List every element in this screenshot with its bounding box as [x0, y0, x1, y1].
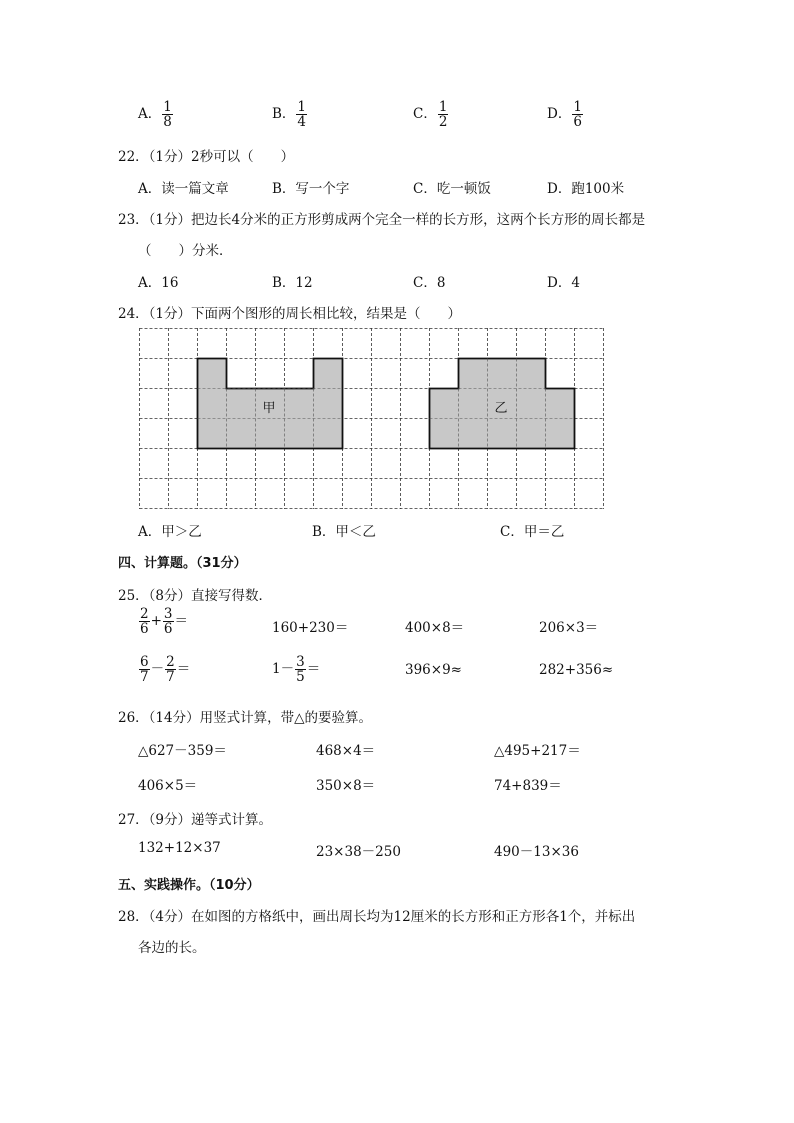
q25-item: 206×3＝	[539, 620, 599, 636]
q27-stem: 27．（9分）递等式计算。	[118, 812, 273, 828]
q22-option-b: B．写一个字	[272, 181, 350, 197]
q23-option-c: C．8	[413, 275, 446, 291]
q27-item: 132+12×37	[138, 840, 221, 856]
fraction: $\frac{1}{6}$	[573, 99, 582, 131]
q26-item: △627－359＝	[138, 743, 227, 759]
q24-option-b: B．甲＜乙	[312, 524, 376, 540]
q26-item: 74+839＝	[494, 778, 562, 794]
fraction: $\frac{1}{4}$	[297, 99, 307, 131]
q25-item-frac-diff: $\frac{6}{7}$ － $\frac{2}{7}$ ＝	[140, 654, 191, 686]
q26-stem: 26．（14分）用竖式计算，带△的要验算。	[118, 710, 372, 726]
q22-option-c: C．吃一顿饭	[413, 181, 491, 197]
q25-item: 400×8＝	[405, 620, 465, 636]
q27-item: 23×38－250	[316, 844, 401, 860]
q21-option-b: B． $\frac{1}{4}$	[272, 99, 307, 131]
q23-option-d: D．4	[547, 275, 580, 291]
q23-stem-line1: 23．（1分）把边长4分米的正方形剪成两个完全一样的长方形，这两个长方形的周长都是	[118, 212, 646, 228]
q26-item: 406×5＝	[138, 778, 198, 794]
q26-item: 350×8＝	[316, 778, 376, 794]
q21-option-a: A． $\frac{1}{8}$	[138, 99, 172, 131]
q21-option-d: D． $\frac{1}{6}$	[547, 99, 582, 131]
q28-stem-line1: 28．（4分）在如图的方格纸中，画出周长均为12厘米的长方形和正方形各1个，并标出	[118, 909, 636, 925]
q24-stem: 24．（1分）下面两个图形的周长相比较，结果是（ ）	[118, 306, 462, 322]
q22-option-d: D．跑100米	[547, 181, 625, 197]
q25-item: 160+230＝	[272, 620, 349, 636]
q23-stem-line2: （ ）分米．	[138, 243, 233, 259]
fraction: $\frac{1}{2}$	[438, 99, 448, 131]
q22-stem: 22．（1分）2秒可以（ ）	[118, 149, 295, 165]
q27-item: 490－13×36	[494, 844, 579, 860]
label-jia: 甲	[262, 401, 276, 416]
q26-item: 468×4＝	[316, 743, 376, 759]
q24-grid-figure	[139, 328, 606, 511]
q28-stem-line2: 各边的长。	[138, 940, 206, 956]
q25-item: 282+356≈	[539, 662, 614, 678]
q23-option-a: A．16	[138, 275, 179, 291]
label-yi: 乙	[494, 401, 508, 416]
q25-stem: 25．（8分）直接写得数．	[118, 588, 273, 604]
q23-option-b: B．12	[272, 275, 313, 291]
q22-option-a: A．读一篇文章	[138, 181, 229, 197]
fraction: $\frac{1}{8}$	[163, 99, 172, 131]
q24-option-c: C．甲＝乙	[500, 524, 565, 540]
section4-title: 四、计算题。（31分）	[118, 556, 247, 571]
q21-option-c: C． $\frac{1}{2}$	[413, 99, 448, 131]
q24-option-a: A．甲＞乙	[138, 524, 202, 540]
q25-item-mixed: 1－ $\frac{3}{5}$ ＝	[272, 654, 321, 686]
q25-item-frac-sum: $\frac{2}{6}$ + $\frac{3}{6}$ ＝	[140, 606, 188, 638]
q26-item: △495+217＝	[494, 743, 581, 759]
q25-item: 396×9≈	[405, 662, 462, 678]
section5-title: 五、实践操作。（10分）	[118, 878, 260, 893]
